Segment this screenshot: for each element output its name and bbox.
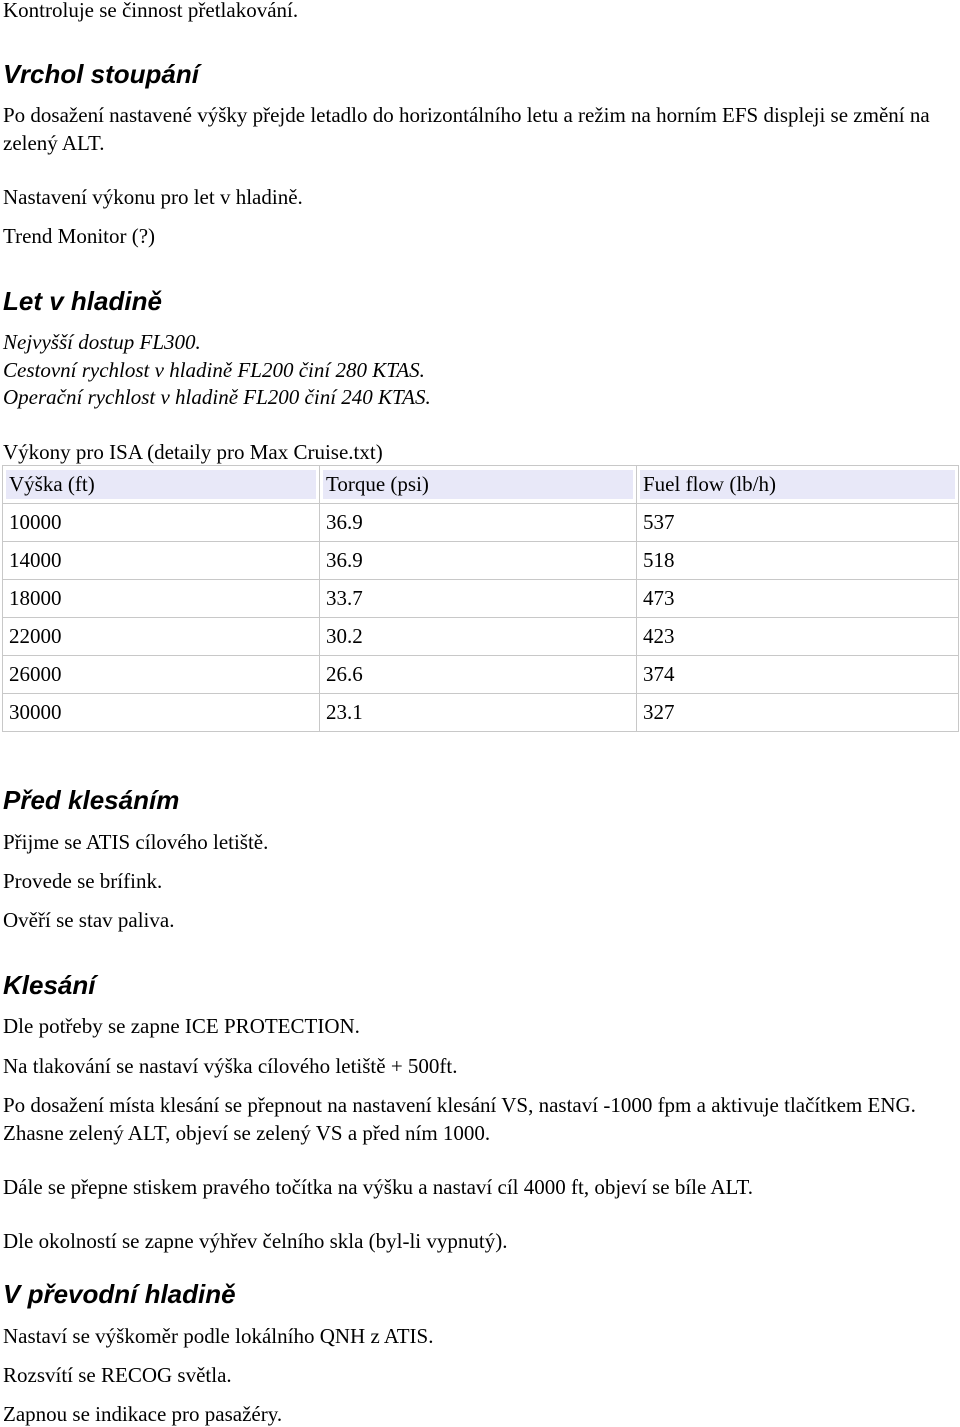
transition-recog-lights: Rozsvítí se RECOG světla. — [3, 1363, 232, 1387]
before-descent-atis: Přijme se ATIS cílového letiště. — [3, 830, 269, 854]
table-row — [3, 580, 959, 618]
intro-text: Kontroluje se činnost přetlakování. — [3, 0, 299, 22]
cell-fuel-flow: 518 — [637, 542, 959, 580]
heading-transition-level: V převodní hladině — [3, 1279, 236, 1309]
descent-ice-protection: Dle potřeby se zapne ICE PROTECTION. — [3, 1014, 360, 1038]
transition-altimeter: Nastaví se výškoměr podle lokálního QNH z ATIS. — [3, 1324, 434, 1348]
descent-vs-mode: Po dosažení místa klesání se přepnout na nastavení klesání VS, nastaví -1000 fpm a aktivuje tlačítkem ENG. Zhasne zelený ALT, objeví se zelený VS a před ním 1000. — [3, 1093, 916, 1145]
heading-climb-top: Vrchol stoupání — [3, 59, 199, 89]
cell-torque: 36.9 — [320, 542, 637, 580]
cruise-speed: Cestovní rychlost v hladině FL200 činí 280 KTAS. — [3, 358, 425, 382]
before-descent-briefing: Provede se brífink. — [3, 869, 163, 893]
cruise-ceiling: Nejvyšší dostup FL300. — [3, 330, 201, 354]
table-row — [3, 542, 959, 580]
climb-top-paragraph-1: Po dosažení nastavené výšky přejde letadlo do horizontálního letu a režim na horním EFS displeji se změní na zelený ALT. — [3, 103, 930, 155]
before-descent-fuel: Ověří se stav paliva. — [3, 908, 175, 932]
cell-altitude: 22000 — [3, 618, 320, 656]
table-row — [3, 656, 959, 694]
table-row — [3, 504, 959, 542]
heading-before-descent: Před klesáním — [3, 785, 180, 815]
cell-fuel-flow: 473 — [637, 580, 959, 618]
heading-cruise: Let v hladině — [3, 286, 162, 316]
table-caption: Výkony pro ISA (detaily pro Max Cruise.txt) — [3, 440, 383, 464]
cell-altitude: 14000 — [3, 542, 320, 580]
cell-torque: 26.6 — [320, 656, 637, 694]
descent-pressurization: Na tlakování se nastaví výška cílového letiště + 500ft. — [3, 1054, 458, 1078]
performance-table — [2, 465, 959, 732]
cell-torque: 30.2 — [320, 618, 637, 656]
descent-altitude-target: Dále se přepne stiskem pravého točítka na výšku a nastaví cíl 4000 ft, objeví se bíle ALT. — [3, 1175, 753, 1199]
cell-altitude: 26000 — [3, 656, 320, 694]
header-fuel-flow: Fuel flow (lb/h) — [637, 466, 959, 504]
climb-top-paragraph-3: Trend Monitor (?) — [3, 224, 156, 248]
cell-fuel-flow: 537 — [637, 504, 959, 542]
table-header-row — [3, 466, 959, 504]
climb-top-paragraph-2: Nastavení výkonu pro let v hladině. — [3, 185, 303, 209]
cell-altitude: 10000 — [3, 504, 320, 542]
heading-descent: Klesání — [3, 970, 96, 1000]
table-row — [3, 694, 959, 732]
operational-speed: Operační rychlost v hladině FL200 činí 240 KTAS. — [3, 385, 431, 409]
cell-torque: 33.7 — [320, 580, 637, 618]
cell-fuel-flow: 423 — [637, 618, 959, 656]
transition-passenger-signs: Zapnou se indikace pro pasažéry. — [3, 1402, 283, 1426]
cell-fuel-flow: 327 — [637, 694, 959, 732]
header-altitude: Výška (ft) — [3, 466, 320, 504]
cell-torque: 36.9 — [320, 504, 637, 542]
cell-fuel-flow: 374 — [637, 656, 959, 694]
cell-altitude: 18000 — [3, 580, 320, 618]
descent-windshield-heat: Dle okolností se zapne výhřev čelního skla (byl-li vypnutý). — [3, 1229, 508, 1253]
cell-torque: 23.1 — [320, 694, 637, 732]
cell-altitude: 30000 — [3, 694, 320, 732]
table-row — [3, 618, 959, 656]
header-torque: Torque (psi) — [320, 466, 637, 504]
